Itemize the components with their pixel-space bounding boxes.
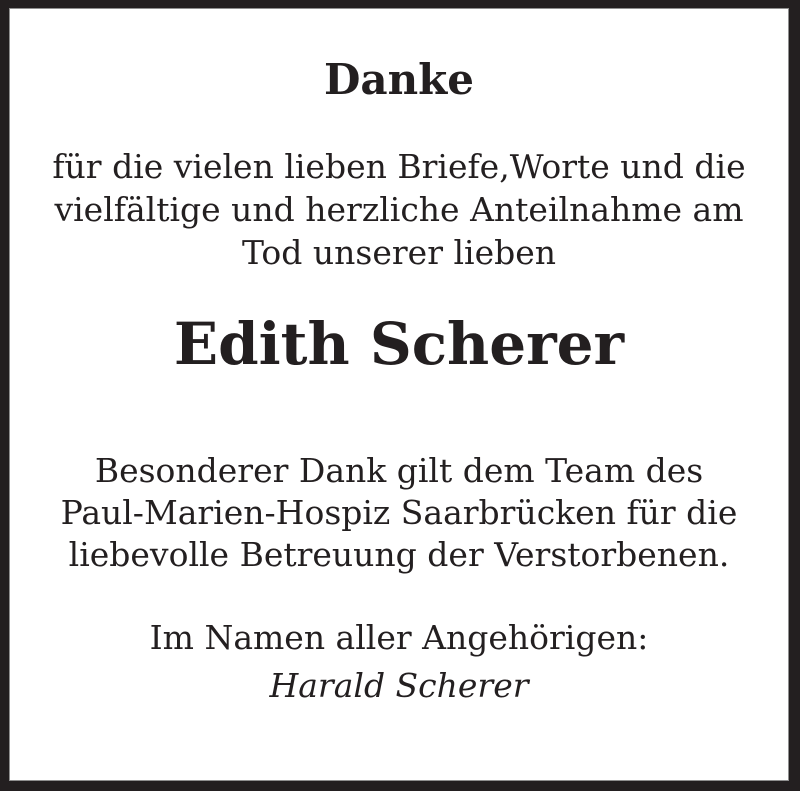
deceased-name: Edith Scherer: [173, 310, 625, 378]
thanks-line-3: liebevolle Betreuung der Verstorbenen.: [68, 535, 730, 574]
notice-card: [9, 8, 789, 781]
intro-paragraph: [10, 145, 788, 274]
thanks-line-1: Besonderer Dank gilt dem Team des: [94, 451, 704, 490]
intro-line-3: Tod unserer lieben: [241, 233, 556, 272]
closing-line: Im Namen aller Angehörigen:: [149, 618, 649, 657]
thanks-line-2: Paul-Marien-Hospiz Saarbrücken für die: [60, 493, 738, 532]
notice-title: Danke: [324, 55, 474, 104]
intro-line-2: vielfältige und herzliche Anteilnahme am: [54, 190, 744, 229]
intro-line-1: für die vielen lieben Briefe,Worte und die: [52, 147, 746, 186]
signature-name: Harald Scherer: [269, 666, 529, 705]
thanks-paragraph: [10, 450, 788, 576]
